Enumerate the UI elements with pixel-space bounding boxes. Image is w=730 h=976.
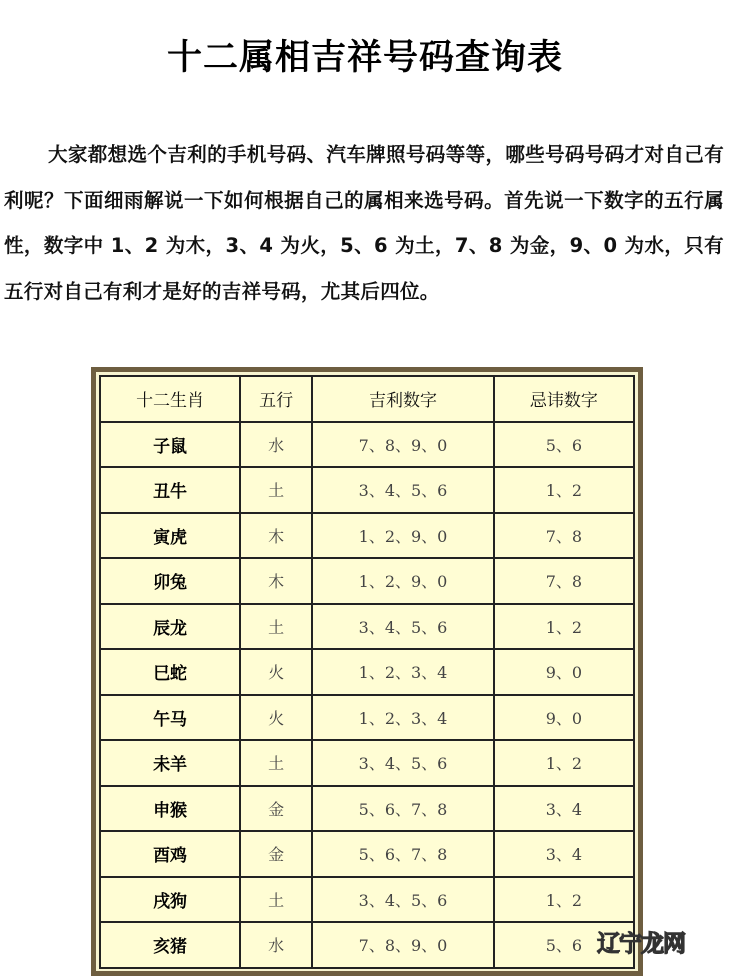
cell-lucky: 1、2、9、0 [312,513,494,559]
header-lucky: 吉利数字 [312,376,494,422]
table-row [100,831,634,877]
table-row [100,422,634,468]
cell-unlucky: 1、2 [494,467,634,513]
cell-element: 土 [240,467,312,513]
zodiac-table-frame [91,367,643,976]
cell-element: 水 [240,922,312,968]
cell-element: 木 [240,513,312,559]
table-row [100,467,634,513]
table-row [100,649,634,695]
cell-lucky: 1、2、9、0 [312,558,494,604]
cell-zodiac: 戌狗 [100,877,240,923]
cell-zodiac: 未羊 [100,740,240,786]
cell-lucky: 1、2、3、4 [312,649,494,695]
header-element: 五行 [240,376,312,422]
header-unlucky: 忌讳数字 [494,376,634,422]
table-row [100,604,634,650]
cell-zodiac: 卯兔 [100,558,240,604]
cell-lucky: 7、8、9、0 [312,922,494,968]
cell-element: 土 [240,877,312,923]
cell-zodiac: 辰龙 [100,604,240,650]
watermark-part2: 龙网 [641,931,685,957]
cell-zodiac: 酉鸡 [100,831,240,877]
cell-zodiac: 申猴 [100,786,240,832]
cell-unlucky: 1、2 [494,877,634,923]
cell-zodiac: 巳蛇 [100,649,240,695]
cell-zodiac: 丑牛 [100,467,240,513]
cell-unlucky: 5、6 [494,422,634,468]
cell-element: 木 [240,558,312,604]
cell-unlucky: 1、2 [494,604,634,650]
cell-element: 土 [240,740,312,786]
cell-zodiac: 子鼠 [100,422,240,468]
table-row [100,786,634,832]
cell-lucky: 1、2、3、4 [312,695,494,741]
header-zodiac: 十二生肖 [100,376,240,422]
cell-lucky: 3、4、5、6 [312,604,494,650]
cell-element: 金 [240,831,312,877]
cell-element: 金 [240,786,312,832]
watermark-logo [597,925,685,958]
cell-zodiac: 午马 [100,695,240,741]
cell-lucky: 3、4、5、6 [312,740,494,786]
table-header-row [100,376,634,422]
cell-element: 土 [240,604,312,650]
cell-element: 火 [240,649,312,695]
table-row [100,922,634,968]
cell-lucky: 3、4、5、6 [312,877,494,923]
cell-unlucky: 9、0 [494,649,634,695]
cell-element: 水 [240,422,312,468]
cell-zodiac: 寅虎 [100,513,240,559]
cell-unlucky: 3、4 [494,831,634,877]
table-row [100,513,634,559]
page-title: 十二属相吉祥号码查询表 [166,38,563,78]
table-row [100,558,634,604]
cell-unlucky: 9、0 [494,695,634,741]
table-row [100,740,634,786]
cell-unlucky: 1、2 [494,740,634,786]
cell-unlucky: 7、8 [494,558,634,604]
table-row [100,877,634,923]
cell-unlucky: 7、8 [494,513,634,559]
cell-unlucky: 3、4 [494,786,634,832]
watermark-part1: 辽宁 [597,931,641,957]
zodiac-number-table [99,375,635,969]
cell-lucky: 3、4、5、6 [312,467,494,513]
cell-element: 火 [240,695,312,741]
table-row [100,695,634,741]
cell-zodiac: 亥猪 [100,922,240,968]
cell-lucky: 5、6、7、8 [312,786,494,832]
cell-unlucky: 5、6 [494,922,634,968]
cell-lucky: 5、6、7、8 [312,831,494,877]
intro-paragraph: 大家都想选个吉利的手机号码、汽车牌照号码等等，哪些号码号码才对自己有利呢？下面细雨解说一下如何根据自己的属相来选号码。首先说一下数字的五行属性，数字中 1、2 为木，3、4 为火，5、6 为土，7、8 为金，9、0 为水，只有五行对自己有利才是好的吉祥号码，尤其后四位。 [4,143,724,303]
cell-lucky: 7、8、9、0 [312,422,494,468]
